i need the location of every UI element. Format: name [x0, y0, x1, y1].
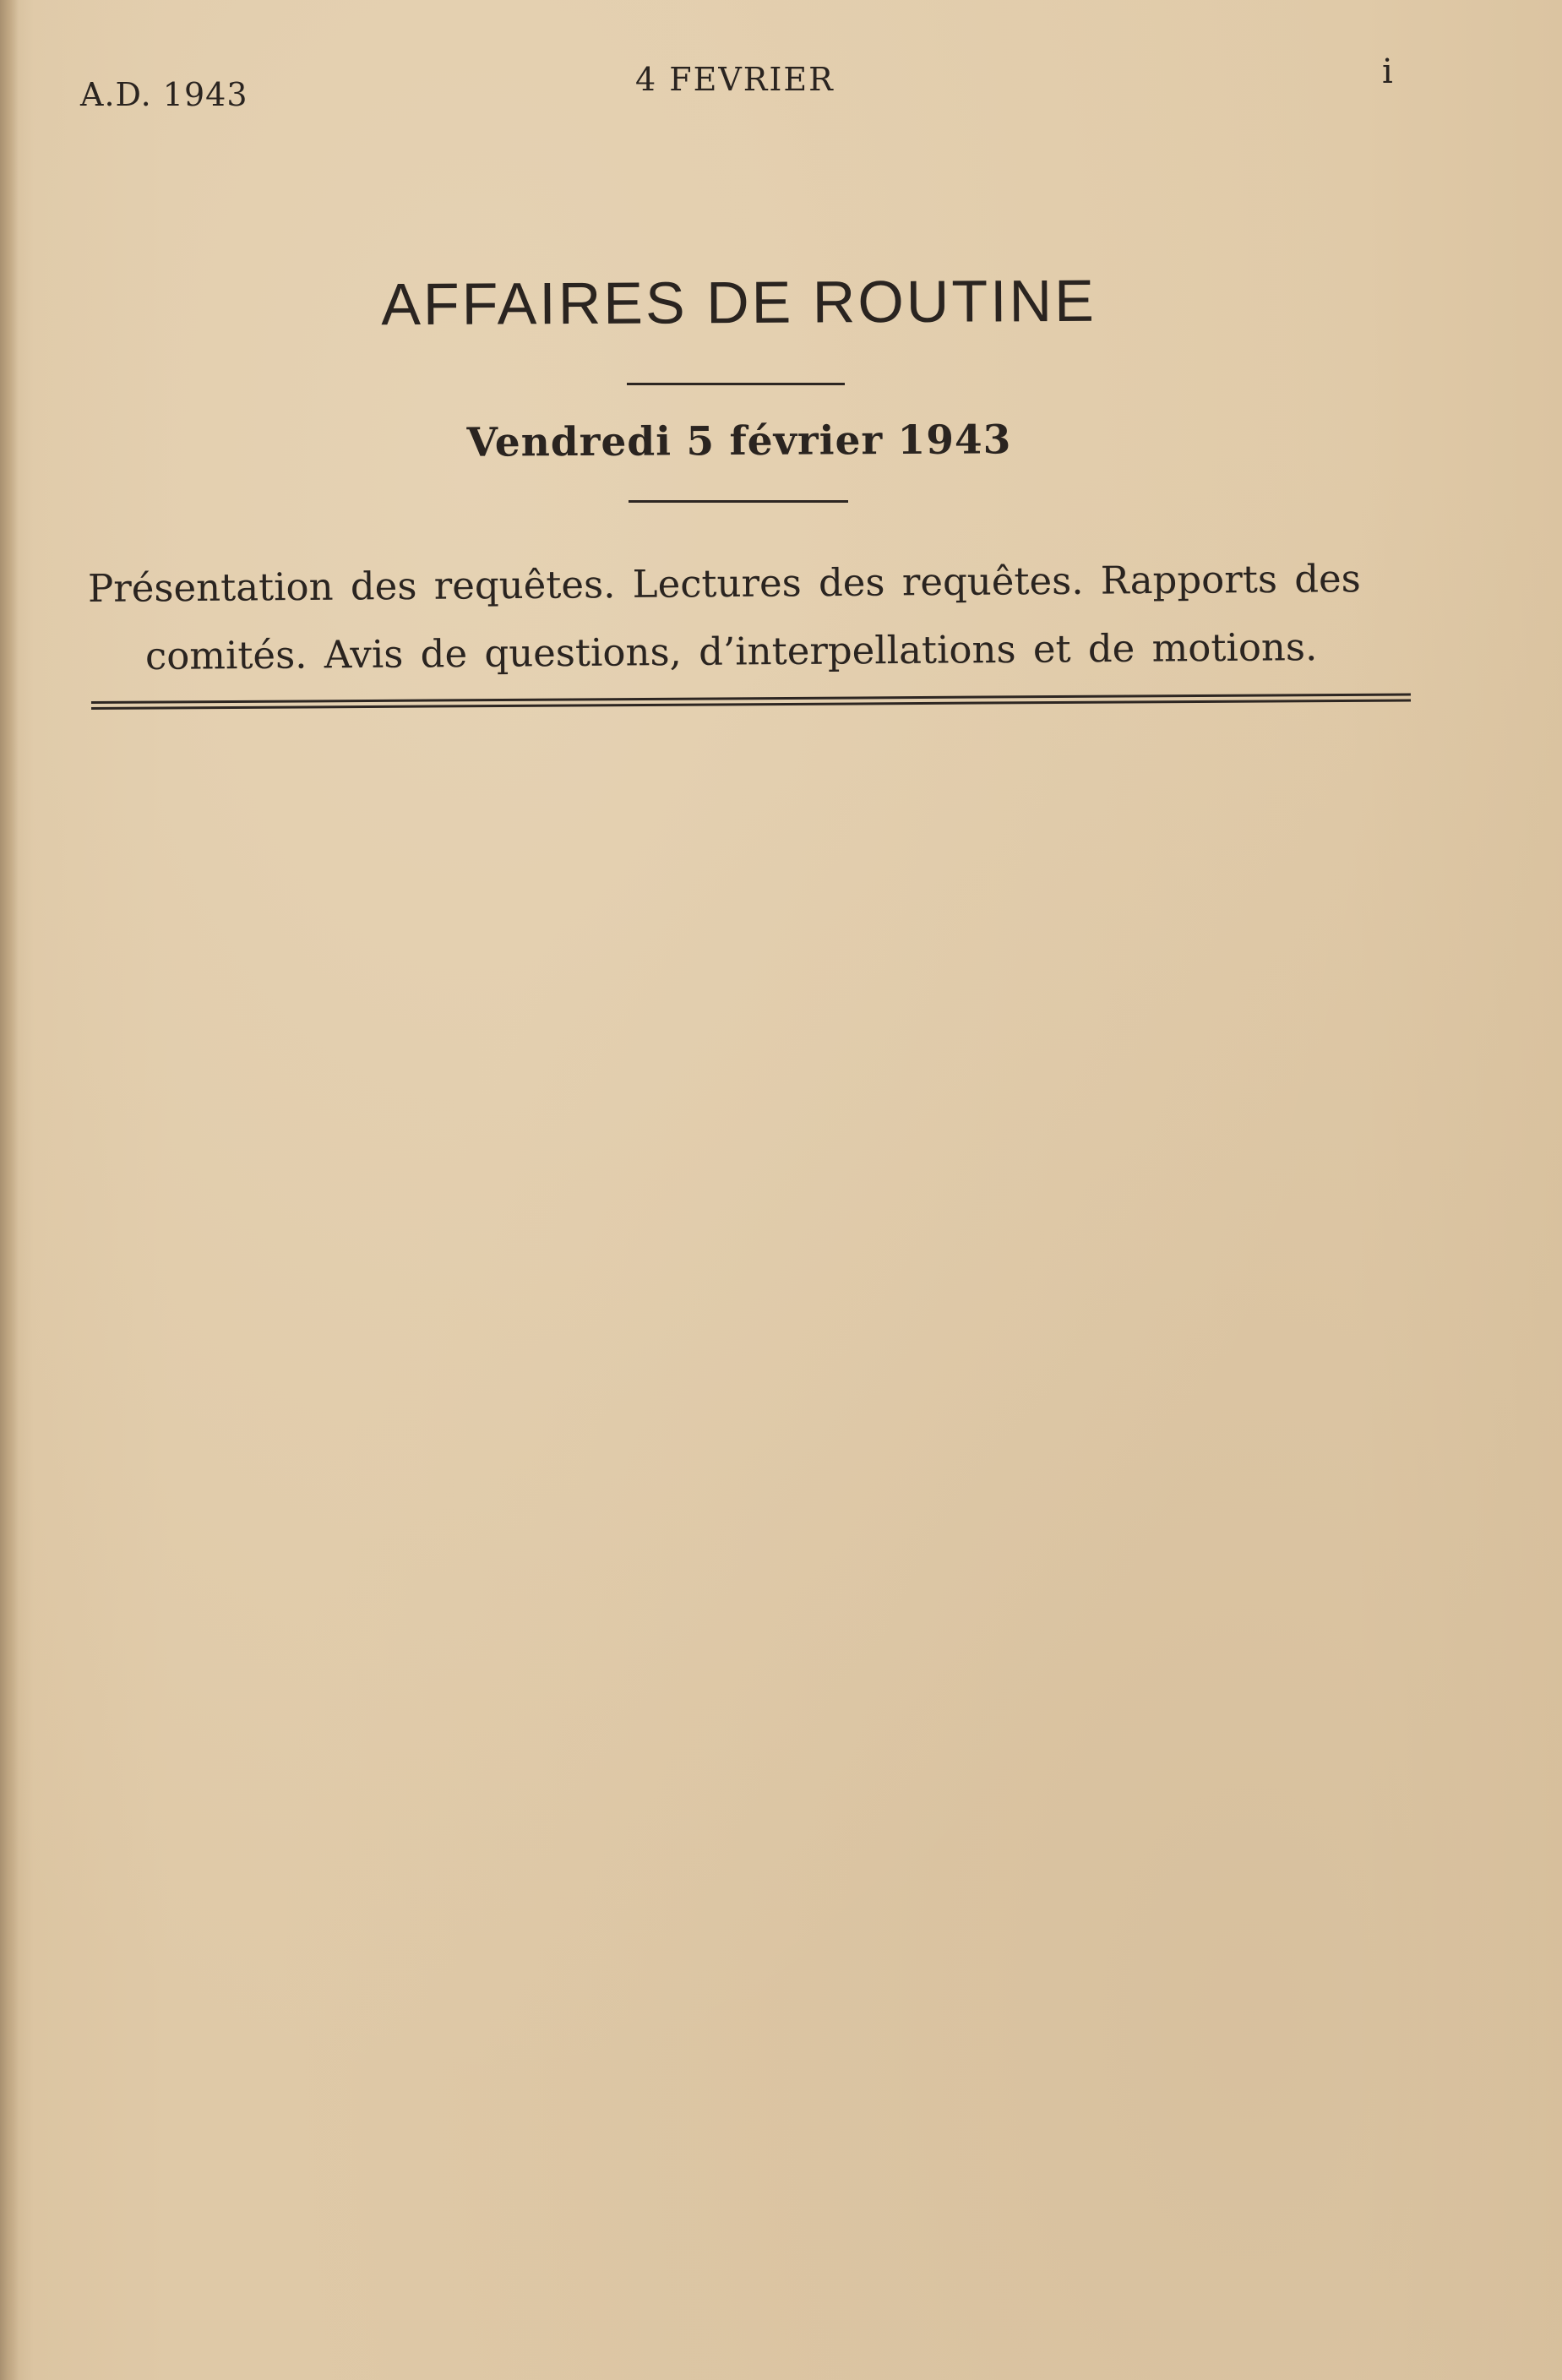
title-rule	[627, 383, 845, 385]
summary-line-1: Présentation des requêtes. Lectures des requêtes. Rapports des	[87, 556, 1361, 611]
section-double-rule	[91, 693, 1411, 710]
section-title: AFFAIRES DE ROUTINE	[381, 267, 1097, 338]
page-binding-edge	[0, 0, 19, 2380]
running-header-year: A.D. 1943	[80, 76, 248, 113]
date-rule	[629, 500, 848, 503]
running-header-date: 4 FEVRIER	[635, 61, 835, 98]
page-number: i	[1382, 52, 1393, 91]
blank-page-area	[51, 760, 1521, 2349]
summary-line-2: comités. Avis de questions, d’interpellations et de motions.	[144, 624, 1318, 678]
sitting-date: Vendredi 5 février 1943	[466, 417, 1012, 466]
